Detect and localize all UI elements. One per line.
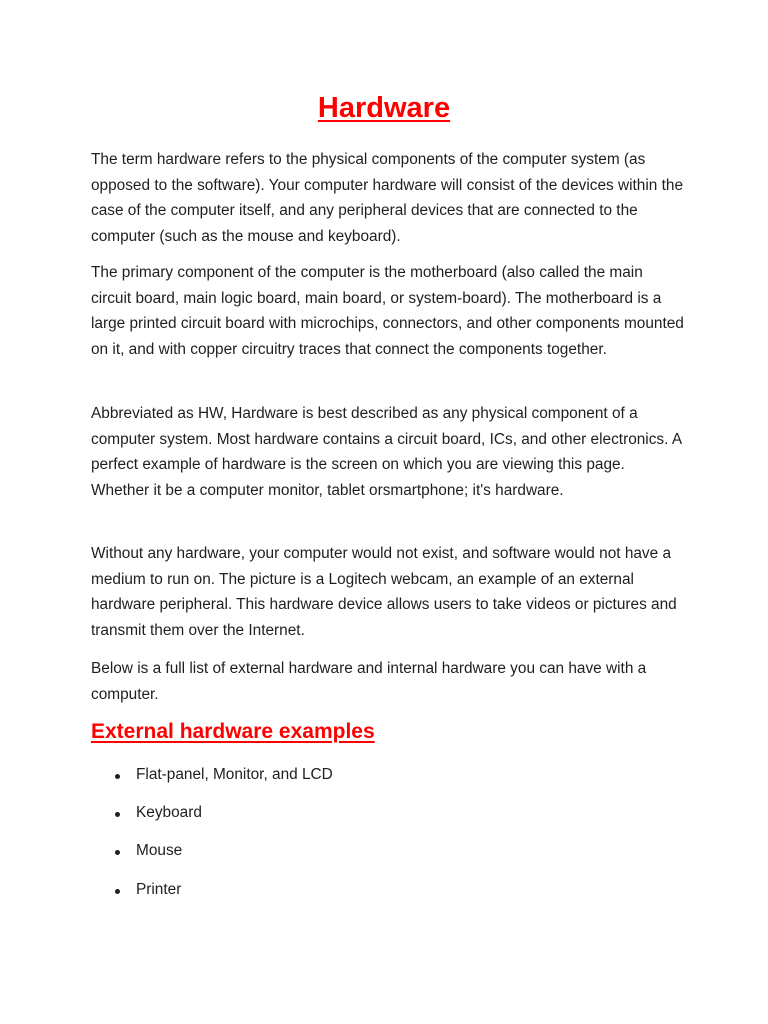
- list-item: [91, 764, 333, 802]
- bullet-icon: [115, 889, 120, 894]
- external-hardware-list: [91, 764, 333, 917]
- page-title: Hardware: [317, 92, 451, 124]
- list-item: [91, 879, 333, 917]
- paragraph-abbreviation: Abbreviated as HW, Hardware is best described as any physical component of a computer system. Most hardware contains a circuit board, ICs, and other electronics. A perfect example of hardware is the screen on which you are viewing this page. Whether it be a computer monitor, tablet orsmartphone; it's hardware.: [91, 405, 682, 499]
- list-item: [91, 840, 333, 878]
- bullet-icon: [115, 812, 120, 817]
- list-item-label: Printer: [136, 880, 182, 898]
- list-item-label: Flat-panel, Monitor, and LCD: [136, 766, 333, 783]
- bullet-icon: [115, 850, 120, 855]
- paragraph-list-intro: Below is a full list of external hardware and internal hardware you can have with a computer.: [91, 660, 647, 703]
- list-item-label: Keyboard: [136, 804, 202, 822]
- paragraph-motherboard: The primary component of the computer is the motherboard (also called the main circuit board, main logic board, main board, or system-board). The motherboard is a large printed circuit board with microchips, connectors, and other components mounted on it, and with copper circuitry traces that connect the components together.: [91, 264, 684, 358]
- bullet-icon: [115, 774, 120, 779]
- section-heading-external-hardware: External hardware examples: [91, 720, 375, 743]
- list-item-label: Mouse: [136, 842, 183, 860]
- list-item: [91, 802, 333, 840]
- paragraph-hardware-definition: The term hardware refers to the physical components of the computer system (as opposed to the software). Your computer hardware will consist of the devices within the case of the computer itself, and any peripheral devices that are connected to the computer (such as the mouse and keyboard).: [91, 151, 684, 245]
- paragraph-without-hardware: Without any hardware, your computer would not exist, and software would not have a medium to run on. The picture is a Logitech webcam, an example of an external hardware peripheral. This hardware device allows users to take videos or pictures and transmit them over the Internet.: [91, 545, 677, 639]
